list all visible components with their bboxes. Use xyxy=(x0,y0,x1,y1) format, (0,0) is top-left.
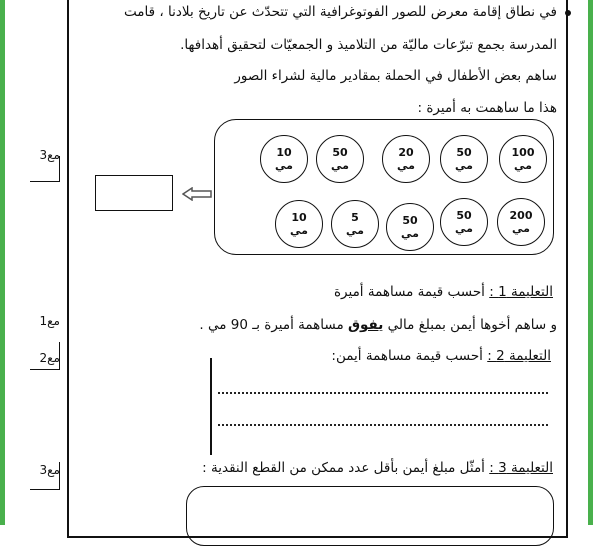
coin-value: 50 xyxy=(332,146,348,159)
instruction-3-text: أمثّل مبلغ أيمن بأقل عدد ممكن من القطع النقدية : xyxy=(202,460,490,476)
coin-value: 200 xyxy=(509,209,533,222)
coin-value: 50 xyxy=(456,146,472,159)
instruction-3 xyxy=(202,459,553,477)
arrow-left-icon xyxy=(182,187,212,201)
coin-50 xyxy=(386,203,434,251)
bullet-icon xyxy=(565,10,571,16)
coin-unit: مي xyxy=(512,222,530,235)
coin-value: 20 xyxy=(398,146,414,159)
coins-container xyxy=(214,119,554,255)
criterion-label-c1: مع1 xyxy=(39,314,60,328)
left-green-border xyxy=(0,0,5,525)
criterion-box-c3 xyxy=(30,156,60,182)
coin-200 xyxy=(497,198,545,246)
coin-50 xyxy=(316,135,364,183)
coin-value: 10 xyxy=(291,211,307,224)
coin-100 xyxy=(499,135,547,183)
criterion-label-c2: مع2 xyxy=(39,351,60,365)
coin-5 xyxy=(331,200,379,248)
instruction-2-label: التعليمة 2 : xyxy=(487,348,551,364)
instruction-1-label: التعليمة 1 : xyxy=(489,284,553,300)
coin-unit: مي xyxy=(397,159,415,172)
criterion-box-c2 xyxy=(30,342,60,370)
statement-ayman xyxy=(199,316,557,334)
coin-10 xyxy=(275,200,323,248)
coin-50 xyxy=(440,135,488,183)
intro-line-4: هذا ما ساهمت به أميرة : xyxy=(417,100,557,116)
right-green-border xyxy=(588,0,593,525)
criterion-box-c3-second xyxy=(30,462,60,490)
intro-line-2: المدرسة بجمع تبرّعات ماليّة من التلاميذ و الجمعيّات لتحقيق أهدافها. xyxy=(180,37,557,53)
coin-unit: مي xyxy=(401,227,419,240)
coin-unit: مي xyxy=(346,224,364,237)
coin-20 xyxy=(382,135,430,183)
coin-unit: مي xyxy=(290,224,308,237)
instruction-2-text: أحسب قيمة مساهمة أيمن: xyxy=(331,348,488,364)
answer-line-1[interactable] xyxy=(218,392,548,394)
answer-box-amira[interactable] xyxy=(95,175,173,211)
separator-line xyxy=(210,358,212,455)
instruction-3-label: التعليمة 3 : xyxy=(489,460,553,476)
instruction-1-text: أحسب قيمة مساهمة أميرة xyxy=(333,284,490,300)
coin-value: 50 xyxy=(402,214,418,227)
coin-value: 100 xyxy=(511,146,535,159)
coin-unit: مي xyxy=(455,222,473,235)
coin-unit: مي xyxy=(275,159,293,172)
coin-unit: مي xyxy=(455,159,473,172)
coin-unit: مي xyxy=(331,159,349,172)
statement-emphasis: يفوق xyxy=(347,317,384,333)
coin-value: 5 xyxy=(351,211,359,224)
answer-line-2[interactable] xyxy=(218,424,548,426)
intro-line-3: ساهم بعض الأطفال في الحملة بمقادير مالية لشراء الصور xyxy=(234,68,557,84)
instruction-2 xyxy=(331,347,551,365)
statement-before: و ساهم أخوها أيمن بمبلغ مالي xyxy=(383,317,557,333)
coin-value: 50 xyxy=(456,209,472,222)
intro-line-1: في نطاق إقامة معرض للصور الفوتوغرافية التي تتحدّث عن تاريخ بلادنا ، قامت xyxy=(124,4,557,20)
coin-10 xyxy=(260,135,308,183)
instruction-1 xyxy=(334,283,553,301)
coin-unit: مي xyxy=(514,159,532,172)
criterion-label-c3: مع3 xyxy=(39,148,60,162)
statement-after: مساهمة أميرة بـ 90 مي . xyxy=(199,317,348,333)
criterion-label-c3-second: مع3 xyxy=(39,463,60,477)
coin-50 xyxy=(440,198,488,246)
coin-value: 10 xyxy=(276,146,292,159)
answer-box-coins[interactable] xyxy=(186,486,554,546)
